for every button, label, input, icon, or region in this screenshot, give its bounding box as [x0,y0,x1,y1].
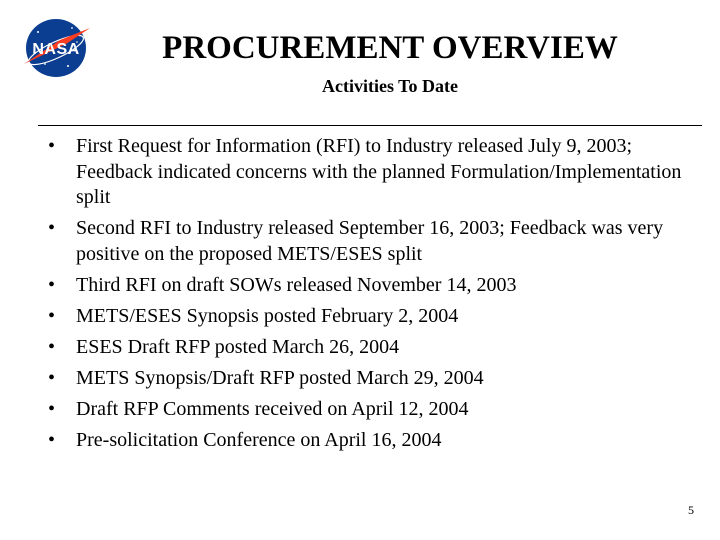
title-divider [38,125,702,126]
nasa-logo [20,12,92,84]
bullet-item [48,366,698,392]
bullet-icon: • [48,397,56,420]
nasa-logo-text: NASA [32,41,80,58]
bullet-text: ESES Draft RFP posted March 26, 2004 [76,335,400,358]
bullet-item [48,428,698,454]
bullet-list [48,134,698,459]
bullet-text: Draft RFP Comments received on April 12, 2004 [76,397,469,420]
slide-subtitle: Activities To Date [322,76,458,96]
bullet-text: METS/ESES Synopsis posted February 2, 2004 [76,304,459,327]
bullet-icon: • [48,304,56,327]
bullet-text: Second RFI to Industry released September 16, 2003; Feedback was very positive on the proposed METS/ESES split [76,217,664,265]
bullet-item [48,304,698,330]
bullet-icon: • [48,217,56,239]
bullet-text: Third RFI on draft SOWs released November 14, 2003 [76,273,517,296]
bullet-text: METS Synopsis/Draft RFP posted March 29, 2004 [76,366,484,389]
bullet-item [48,397,698,423]
bullet-text: Pre-solicitation Conference on April 16, 2004 [76,428,442,451]
bullet-icon: • [48,335,56,358]
bullet-item [48,216,698,267]
bullet-icon: • [48,428,56,451]
slide-title: PROCUREMENT OVERVIEW [162,30,618,66]
bullet-item [48,134,698,211]
bullet-icon: • [48,366,56,389]
bullet-icon: • [48,273,56,296]
page-number: 5 [688,503,694,517]
bullet-item [48,273,698,299]
bullet-item [48,335,698,361]
bullet-icon: • [48,135,56,157]
bullet-text: First Request for Information (RFI) to Industry released July 9, 2003; Feedback indicated concerns with the planned Formulation/Implementation split [76,135,682,208]
